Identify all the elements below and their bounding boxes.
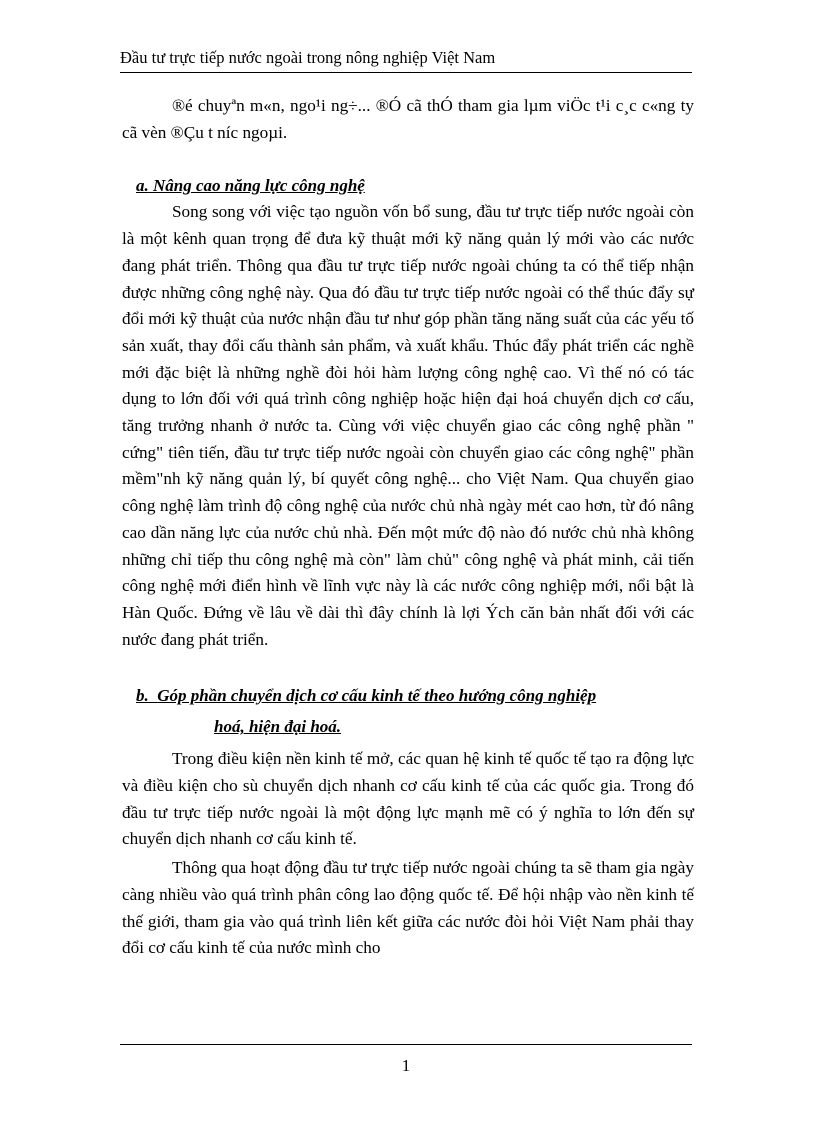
section-a-title: Nâng cao năng lực công nghệ [153, 176, 365, 196]
running-header: Đầu tư trực tiếp nước ngoài trong nông nghiệp Việt Nam [120, 48, 496, 67]
section-b-title-line2: hoá, hiện đại hoá. [214, 717, 342, 737]
section-b-heading-line1 [136, 680, 694, 711]
section-b-heading-line1-text [136, 686, 596, 705]
section-b-paragraph-2: Thông qua hoạt động đầu tư trực tiếp nước ngoài chúng ta sẽ tham gia ngày càng nhiều vào quá trình phân công lao động quốc tế. Để hội nhập vào nền kinh tế thế giới, tham gia vào quá trình liên kết giữa các nước đòi hỏi Việt Nam phải thay đổi cơ cấu kinh tế của nước mình cho [122, 858, 694, 958]
footer-rule [120, 1044, 692, 1045]
section-b-title-line1: Góp phần chuyển dịch cơ cấu kinh tế theo hướng công nghiệp [157, 686, 597, 706]
section-a-heading-text [136, 176, 365, 195]
page-content [122, 93, 694, 962]
section-a-heading [122, 173, 694, 199]
section-b-paragraph-1: Trong điều kiện nền kinh tế mở, các quan hệ kinh tế quốc tế tạo ra động lực và điều kiện cho sù chuyển dịch nhanh cơ cấu kinh tế của các quốc gia. Trong đó đầu tư trực tiếp nước ngoài là một động lực mạnh mẽ có ý nghĩa to lớn đến sự chuyển dịch nhanh cơ cấu kinh tế. [122, 749, 694, 849]
intro-paragraph: ®é chuyªn m«n, ngo¹i ng÷... ®Ó cã thÓ tham gia lµm viÖc t¹i c¸c c«ng ty cã vèn ®Çu t níc ngoµi. [122, 96, 694, 142]
section-b-marker: b. [136, 686, 149, 706]
section-b-heading [122, 680, 694, 742]
header-rule [120, 72, 692, 73]
section-a-paragraph: Song song với việc tạo nguồn vốn bổ sung, đầu tư trực tiếp nước ngoài còn là một kênh quan trọng để đưa kỹ thuật mới kỹ năng quản lý mới vào các nước đang phát triển. Thông qua đầu tư trực tiếp nước ngoài chúng ta có thể tiếp nhận được những công nghệ này. Qua đó đầu tư trực tiếp nước ngoài có thể thúc đẩy sự đổi mới kỹ thuật của nước nhận đầu tư như góp phần tăng năng suất của các yếu tố sản xuất, thay đổi cấu thành sản phẩm, và xuất khẩu. Thúc đẩy phát triển các nghề mới đặc biệt là những nghề đòi hỏi hàm lượng công nghệ cao. Vì thế nó có tác dụng to lớn đối với quá trình công nghiệp hoặc hiện đại hoá chuyển dịch cơ cấu, tăng trưởng nhanh ở nước ta. Cùng với việc chuyển giao các công nghệ phần " cứng" tiên tiến, đầu tư trực tiếp nước ngoài còn chuyển giao các công nghệ" phần mềm"nh kỹ năng quản lý, bí quyết công nghệ... cho Việt Nam. Qua chuyển giao công nghệ làm trình độ công nghệ của nước chủ nhà ngày mét cao hơn, từ đó nâng cao dần năng lực của nước chủ nhà. Đến một mức độ nào đó nước chủ nhà không những chỉ tiếp thu công nghệ mà còn" làm chủ" công nghệ và phát minh, cải tiến công nghệ mới điển hình về lĩnh vực này là các nước công nghiệp mới, nổi bật là Hàn Quốc. Đứng về lâu về dài thì đây chính là lợi Ých căn bản nhất đối với các nước đang phát triển. [122, 202, 694, 649]
page-number: 1 [401, 1056, 411, 1075]
section-b-heading-line2 [136, 711, 694, 742]
section-a-marker: a. [136, 176, 149, 196]
